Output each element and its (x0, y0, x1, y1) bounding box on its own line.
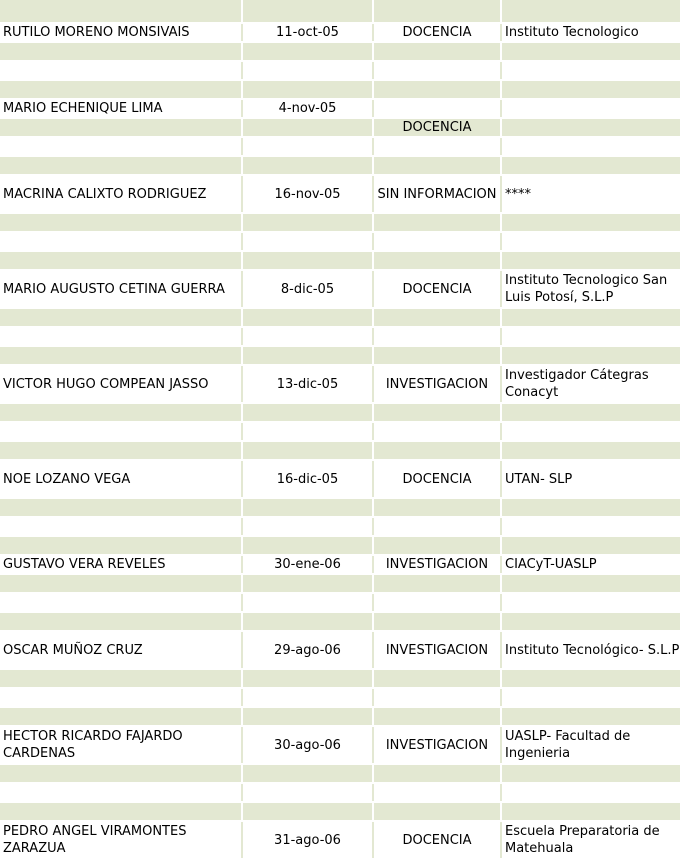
institution-cell: UASLP- Facultad de Ingenieria (505, 729, 631, 761)
area-cell (374, 575, 502, 592)
area-cell (374, 423, 502, 440)
institution-cell: Escuela Preparatoria de Matehuala (505, 824, 660, 856)
date-cell: 11-oct-05 (243, 24, 374, 41)
name-cell: VICTOR HUGO COMPEAN JASSO (0, 366, 243, 402)
table-row (0, 366, 680, 404)
name-cell (0, 157, 243, 174)
date-cell (243, 119, 374, 136)
institution-cell (502, 594, 680, 611)
institution-cell (502, 214, 680, 231)
name-cell: MACRINA CALIXTO RODRIGUEZ (0, 176, 243, 212)
area-cell (374, 214, 502, 231)
name-cell (0, 233, 243, 250)
institution-cell: CIACyT-UASLP (505, 557, 597, 572)
institution-cell (502, 119, 680, 136)
institution-cell (502, 537, 680, 554)
area-cell: SIN INFORMACION (374, 176, 502, 212)
institution-cell (502, 309, 680, 326)
name-cell (0, 765, 243, 782)
institution-cell: Instituto Tecnológico- S.L.P (505, 642, 680, 658)
area-cell: DOCENCIA (374, 271, 502, 307)
name-cell (0, 252, 243, 269)
name-cell (0, 803, 243, 820)
institution-cell (502, 233, 680, 250)
table-row (0, 214, 680, 233)
institution-cell: Investigador Cátegras Conacyt (505, 368, 649, 400)
area-cell (374, 309, 502, 326)
name-cell (0, 442, 243, 459)
area-cell: DOCENCIA (374, 461, 502, 497)
date-cell (243, 537, 374, 554)
date-cell: 29-ago-06 (243, 632, 374, 668)
institution-cell (502, 784, 680, 801)
name-cell (0, 708, 243, 725)
area-cell (374, 765, 502, 782)
institution-cell (502, 442, 680, 459)
date-cell (243, 309, 374, 326)
name-cell (0, 594, 243, 611)
name-cell: PEDRO ANGEL VIRAMONTES ZARAZUA (0, 822, 243, 858)
table-row (0, 708, 680, 727)
area-cell (374, 252, 502, 269)
institution-cell (502, 81, 680, 98)
date-cell (243, 138, 374, 155)
area-cell (374, 347, 502, 364)
area-cell (374, 613, 502, 630)
date-cell (243, 252, 374, 269)
table-row (0, 176, 680, 214)
table-row (0, 765, 680, 784)
name-cell (0, 62, 243, 79)
date-cell (243, 214, 374, 231)
name-cell (0, 423, 243, 440)
table-row (0, 461, 680, 499)
table-row (0, 157, 680, 176)
institution-cell (502, 499, 680, 516)
table-row (0, 62, 680, 81)
name-cell (0, 670, 243, 687)
institution-cell (502, 404, 680, 421)
table-row (0, 822, 680, 860)
table-row (0, 518, 680, 537)
date-cell: 13-dic-05 (243, 366, 374, 402)
table-row (0, 404, 680, 423)
institution-cell (502, 803, 680, 820)
institution-cell (502, 575, 680, 592)
date-cell: 4-nov-05 (243, 100, 374, 117)
institution-cell (502, 157, 680, 174)
area-cell (374, 689, 502, 706)
institution-cell (502, 100, 680, 117)
table-row (0, 0, 680, 24)
institution-cell (502, 347, 680, 364)
name-cell (0, 138, 243, 155)
area-cell (374, 62, 502, 79)
name-cell (0, 0, 243, 22)
date-cell (243, 157, 374, 174)
date-cell (243, 404, 374, 421)
date-cell (243, 765, 374, 782)
table-row (0, 575, 680, 594)
table-row (0, 632, 680, 670)
name-cell: GUSTAVO VERA REVELES (0, 556, 243, 573)
area-cell: INVESTIGACION (374, 632, 502, 668)
name-cell: NOE LOZANO VEGA (0, 461, 243, 497)
institution-cell: UTAN- SLP (505, 471, 573, 487)
area-cell (374, 784, 502, 801)
institution-cell (502, 252, 680, 269)
institution-cell (502, 708, 680, 725)
institution-cell (502, 62, 680, 79)
area-cell (374, 100, 502, 117)
name-cell: HECTOR RICARDO FAJARDO CARDENAS (0, 727, 243, 763)
area-cell: INVESTIGACION (374, 366, 502, 402)
name-cell: OSCAR MUÑOZ CRUZ (0, 632, 243, 668)
table-row (0, 803, 680, 822)
area-cell (374, 518, 502, 535)
date-cell: 16-dic-05 (243, 461, 374, 497)
area-cell (374, 442, 502, 459)
institution-cell: **** (505, 186, 531, 202)
area-cell: DOCENCIA (374, 119, 502, 136)
institution-cell (502, 328, 680, 345)
table-row (0, 24, 680, 43)
name-cell (0, 309, 243, 326)
table-row (0, 670, 680, 689)
table-row (0, 309, 680, 328)
table-row (0, 271, 680, 309)
table-row (0, 252, 680, 271)
name-cell (0, 81, 243, 98)
area-cell (374, 43, 502, 60)
area-cell (374, 708, 502, 725)
area-cell (374, 670, 502, 687)
name-cell (0, 499, 243, 516)
table-row (0, 233, 680, 252)
name-cell (0, 347, 243, 364)
table-row (0, 100, 680, 119)
table-row (0, 43, 680, 62)
date-cell (243, 613, 374, 630)
table-row (0, 784, 680, 803)
date-cell: 30-ago-06 (243, 727, 374, 763)
table-row (0, 138, 680, 157)
name-cell (0, 784, 243, 801)
name-cell (0, 537, 243, 554)
table-row (0, 556, 680, 575)
date-cell: 8-dic-05 (243, 271, 374, 307)
date-cell (243, 62, 374, 79)
area-cell: INVESTIGACION (374, 727, 502, 763)
date-cell (243, 518, 374, 535)
table-row (0, 328, 680, 347)
name-cell (0, 689, 243, 706)
name-cell: MARIO ECHENIQUE LIMA (0, 100, 243, 117)
date-cell: 16-nov-05 (243, 176, 374, 212)
area-cell (374, 328, 502, 345)
institution-cell (502, 0, 680, 22)
date-cell (243, 347, 374, 364)
area-cell (374, 233, 502, 250)
table-row (0, 81, 680, 100)
date-cell (243, 594, 374, 611)
area-cell (374, 803, 502, 820)
institution-cell: Instituto Tecnologico (505, 25, 639, 40)
area-cell (374, 138, 502, 155)
institution-cell (502, 518, 680, 535)
institution-cell (502, 43, 680, 60)
name-cell (0, 575, 243, 592)
area-cell (374, 537, 502, 554)
date-cell (243, 784, 374, 801)
institution-cell (502, 613, 680, 630)
institution-cell (502, 670, 680, 687)
date-cell: 31-ago-06 (243, 822, 374, 858)
date-cell (243, 0, 374, 22)
table-row (0, 594, 680, 613)
date-cell (243, 81, 374, 98)
area-cell: INVESTIGACION (374, 556, 502, 573)
date-cell (243, 233, 374, 250)
date-cell (243, 328, 374, 345)
table-row (0, 613, 680, 632)
name-cell (0, 404, 243, 421)
institution-cell (502, 138, 680, 155)
institution-cell: Instituto Tecnologico San Luis Potosí, S.L.P (505, 273, 668, 305)
institution-cell (502, 689, 680, 706)
date-cell (243, 499, 374, 516)
date-cell (243, 423, 374, 440)
table-row (0, 689, 680, 708)
area-cell: DOCENCIA (374, 822, 502, 858)
table-row (0, 442, 680, 461)
institution-cell (502, 765, 680, 782)
date-cell (243, 708, 374, 725)
name-cell (0, 328, 243, 345)
area-cell: DOCENCIA (374, 24, 502, 41)
name-cell (0, 518, 243, 535)
date-cell (243, 43, 374, 60)
date-cell (243, 803, 374, 820)
area-cell (374, 404, 502, 421)
name-cell: MARIO AUGUSTO CETINA GUERRA (0, 271, 243, 307)
area-cell (374, 157, 502, 174)
date-cell: 30-ene-06 (243, 556, 374, 573)
name-cell (0, 613, 243, 630)
table-row (0, 727, 680, 765)
name-cell (0, 119, 243, 136)
date-cell (243, 442, 374, 459)
table-row (0, 537, 680, 556)
date-cell (243, 689, 374, 706)
name-cell (0, 214, 243, 231)
name-cell: RUTILO MORENO MONSIVAIS (0, 24, 243, 41)
table-row (0, 347, 680, 366)
date-cell (243, 575, 374, 592)
table-row (0, 119, 680, 138)
area-cell (374, 499, 502, 516)
institution-cell (502, 423, 680, 440)
area-cell (374, 594, 502, 611)
name-cell (0, 43, 243, 60)
date-cell (243, 670, 374, 687)
table-row (0, 423, 680, 442)
table-row (0, 499, 680, 518)
area-cell (374, 0, 502, 22)
area-cell (374, 81, 502, 98)
